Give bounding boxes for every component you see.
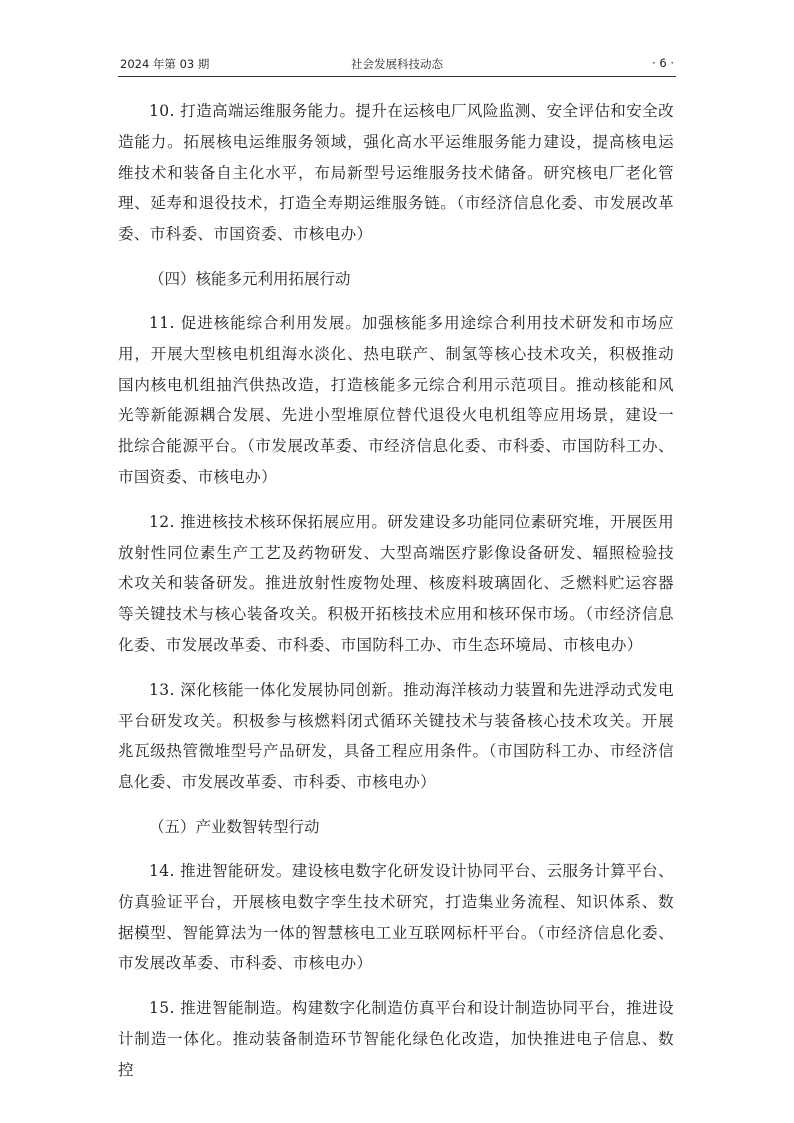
running-header (118, 50, 676, 77)
body-content (118, 96, 674, 1100)
section-heading-4: （四）核能多元利用拓展行动 (149, 269, 351, 288)
issue-label: 2024 年第 03 期 (120, 57, 210, 71)
section-heading-5: （五）产业数智转型行动 (149, 817, 320, 836)
paragraph-12: 12. 推进核技术核环保拓展应用。研发建设多功能同位素研究堆，开展医用放射性同位素生产工艺及药物研发、大型高端医疗影像设备研发、辐照检验技术攻关和装备研发。推进放射性废物处理、核废料玻璃固化、乏燃料贮运容器等关键技术与核心装备攻关。积极开拓核技术应用和核环保市场。（市经济信息化委、市发展改革委、市科委、市国防科工办、市生态环境局、市核电办） (118, 512, 674, 654)
page-number: · 6 · (652, 56, 674, 70)
paragraph-14: 14. 推进智能研发。建设核电数字化研发设计协同平台、云服务计算平台、仿真验证平台，开展核电数字孪生技术研究，打造集业务流程、知识体系、数据模型、智能算法为一体的智慧核电工业互联网标杆平台。（市经济信息化委、市发展改革委、市科委、市核电办） (118, 861, 674, 973)
paragraph-15: 15. 推进智能制造。构建数字化制造仿真平台和设计制造协同平台，推进设计制造一体化。推动装备制造环节智能化绿色化改造，加快推进电子信息、数控 (118, 999, 674, 1079)
journal-title: 社会发展科技动态 (351, 57, 443, 71)
paragraph-13: 13. 深化核能一体化发展协同创新。推动海洋核动力装置和先进浮动式发电平台研发攻关。积极参与核燃料闭式循环关键技术与装备核心技术攻关。开展兆瓦级热管微堆型号产品研发，具备工程应用条件。（市国防科工办、市经济信息化委、市发展改革委、市科委、市核电办） (118, 680, 674, 792)
paragraph-11: 11. 促进核能综合利用发展。加强核能多用途综合利用技术研发和市场应用，开展大型核电机组海水淡化、热电联产、制氢等核心技术攻关，积极推动国内核电机组抽汽供热改造，打造核能多元综合利用示范项目。推动核能和风光等新能源耦合发展、先进小型堆原位替代退役火电机组等应用场景，建设一批综合能源平台。（市发展改革委、市经济信息化委、市科委、市国防科工办、市国资委、市核电办） (118, 313, 674, 486)
paragraph-10: 10. 打造高端运维服务能力。提升在运核电厂风险监测、安全评估和安全改造能力。拓展核电运维服务领域，强化高水平运维服务能力建设，提高核电运维技术和装备自主化水平，布局新型号运维服务技术储备。研究核电厂老化管理、延寿和退役技术，打造全寿期运维服务链。（市经济信息化委、市发展改革委、市科委、市国资委、市核电办） (118, 102, 674, 244)
